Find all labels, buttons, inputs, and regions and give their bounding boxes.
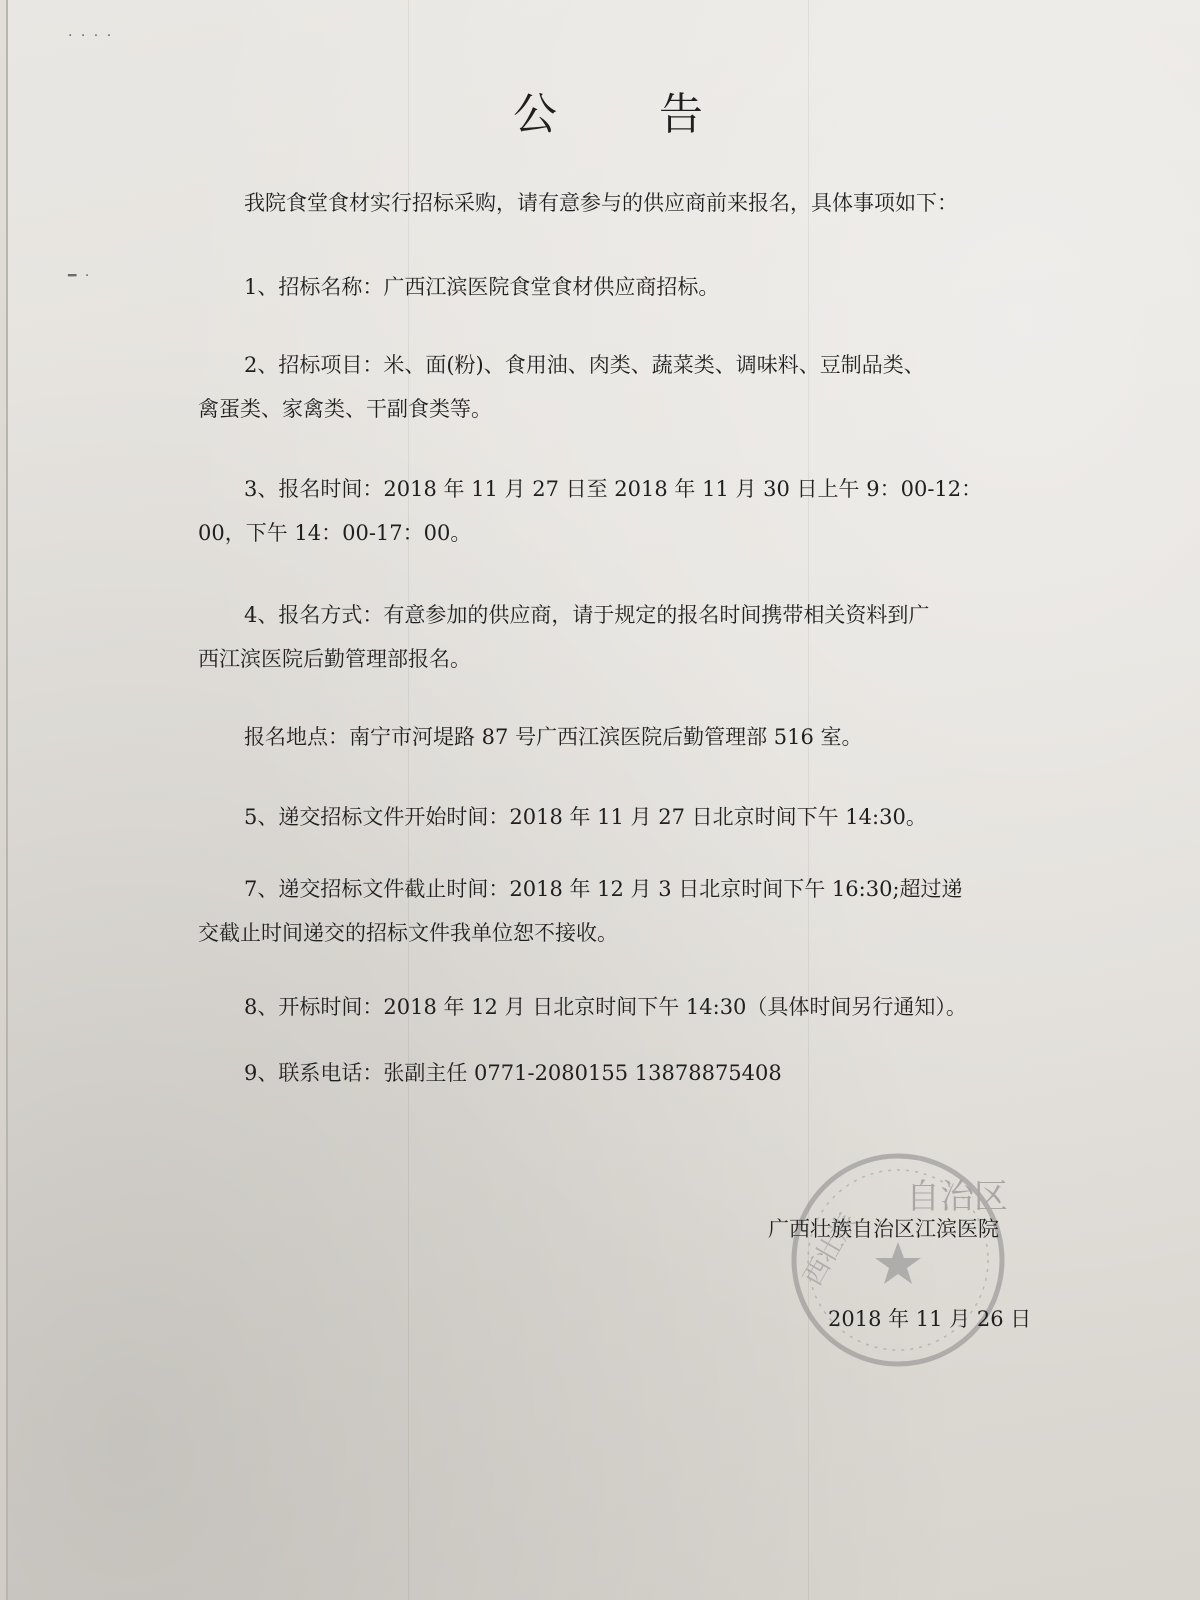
notice-intro: 我院食堂食材实行招标采购，请有意参与的供应商前来报名，具体事项如下： (244, 191, 958, 215)
item-4-registration-method-cont: 西江滨医院后勤管理部报名。 (198, 647, 471, 671)
margin-mark-left: ━ · (68, 268, 92, 284)
signature-date: 2018 年 11 月 26 日 (828, 1307, 1032, 1331)
signature-organization: 广西壮族自治区江滨医院 (768, 1217, 999, 1241)
item-1-bid-name: 1、招标名称：广西江滨医院食堂食材供应商招标。 (244, 275, 720, 299)
item-9-contact-phone: 9、联系电话：张副主任 0771-2080155 13878875408 (244, 1061, 782, 1085)
official-seal-stamp (788, 1150, 1008, 1370)
notice-paper (6, 0, 1200, 1600)
registration-location: 报名地点：南宁市河堤路 87 号广西江滨医院后勤管理部 516 室。 (244, 725, 863, 749)
item-8-bid-opening: 8、开标时间：2018 年 12 月 日北京时间下午 14:30（具体时间另行通知）。 (244, 995, 967, 1019)
paper-fold-line (408, 0, 409, 1600)
item-3-registration-time: 3、报名时间：2018 年 11 月 27 日至 2018 年 11 月 30 日上午 9：00-12： (244, 477, 983, 501)
item-7-submission-deadline-cont: 交截止时间递交的招标文件我单位恕不接收。 (198, 921, 618, 945)
seal-text-left: 西壮族 (798, 1208, 864, 1291)
seal-star-icon (875, 1242, 921, 1284)
item-2-bid-items: 2、招标项目：米、面(粉)、食用油、肉类、蔬菜类、调味料、豆制品类、 (244, 353, 925, 377)
item-4-registration-method: 4、报名方式：有意参加的供应商，请于规定的报名时间携带相关资料到广 (244, 603, 930, 627)
margin-mark-top: · · · · (68, 28, 114, 44)
item-7-submission-deadline: 7、递交招标文件截止时间：2018 年 12 月 3 日北京时间下午 16:30;超过递 (244, 877, 963, 901)
seal-text-top: 自治区 (906, 1177, 1008, 1217)
notice-title: 公 告 (513, 89, 747, 140)
item-2-bid-items-cont: 禽蛋类、家禽类、干副食类等。 (198, 397, 492, 421)
item-3-registration-time-cont: 00，下午 14：00-17：00。 (198, 521, 472, 545)
item-5-submission-start: 5、递交招标文件开始时间：2018 年 11 月 27 日北京时间下午 14:30。 (244, 805, 927, 829)
